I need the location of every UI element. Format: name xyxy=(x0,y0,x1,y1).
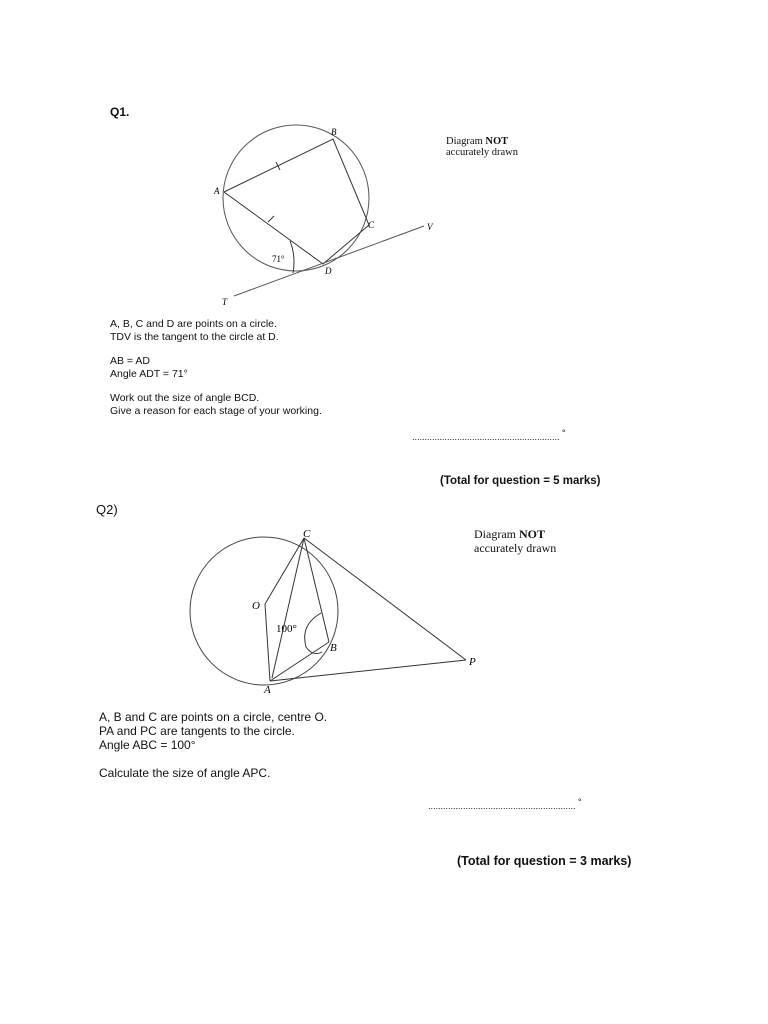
q1-note-bold: NOT xyxy=(485,136,509,147)
q1-label: Q1. xyxy=(110,105,130,119)
q2-point-a: A xyxy=(264,684,271,696)
q1-quadrilateral xyxy=(224,139,369,264)
q1-line-5: Work out the size of angle BCD. xyxy=(110,392,260,404)
q2-circle xyxy=(190,537,338,685)
q2-angle-arc xyxy=(305,613,322,654)
q2-angle-label: 100° xyxy=(276,623,297,635)
q2-note-line2: accurately drawn xyxy=(474,541,557,555)
q2-chord-ca xyxy=(272,538,304,678)
q1-line-1: A, B, C and D are points on a circle. xyxy=(110,318,277,330)
q2-point-b: B xyxy=(330,642,337,654)
q1-point-d: D xyxy=(325,266,332,276)
q2-label: Q2) xyxy=(96,502,118,517)
q2-answer-line[interactable] xyxy=(428,797,582,811)
q1-point-b: B xyxy=(331,127,337,137)
q1-line-3: AB = AD xyxy=(110,355,150,367)
q1-line-6: Give a reason for each stage of your working. xyxy=(110,404,322,417)
q2-question-text xyxy=(99,710,327,780)
q1-answer-line[interactable] xyxy=(412,428,566,442)
q1-line-4: Angle ADT = 71° xyxy=(110,367,188,380)
q1-tick-ad xyxy=(268,216,274,222)
q2-point-c: C xyxy=(303,528,311,540)
q2-radius-oa xyxy=(265,604,270,681)
q2-answer-unit: ° xyxy=(578,797,582,807)
q1-tangent-line xyxy=(234,226,424,296)
q2-total: (Total for question = 3 marks) xyxy=(457,854,632,868)
q2-point-o: O xyxy=(252,600,260,612)
q2-note-bold: NOT xyxy=(518,527,545,541)
q1-note-line2: accurately drawn xyxy=(446,147,518,158)
q1-angle-label: 71° xyxy=(272,254,285,264)
q2-line-4: Calculate the size of angle APC. xyxy=(99,766,271,780)
q1-point-a: A xyxy=(214,186,220,196)
q2-note-text: Diagram xyxy=(474,527,519,541)
q1-circle xyxy=(223,125,369,271)
q2-diagram-note xyxy=(474,527,556,555)
q1-angle-arc xyxy=(290,241,294,273)
q2-point-p: P xyxy=(469,656,476,668)
q2-line-3: Angle ABC = 100° xyxy=(99,738,196,752)
q1-line-2: TDV is the tangent to the circle at D. xyxy=(110,330,279,343)
q1-point-v: V xyxy=(427,222,433,232)
q1-question-text xyxy=(110,318,322,417)
q1-answer-unit: ° xyxy=(562,428,566,438)
q1-point-c: C xyxy=(368,220,375,230)
q1-point-t: T xyxy=(222,297,228,307)
q2-radius-oc xyxy=(265,538,304,604)
q1-answer-dots: ........................................................... xyxy=(412,432,560,442)
q2-line-1: A, B and C are points on a circle, centre O. xyxy=(99,710,328,724)
q2-line-2: PA and PC are tangents to the circle. xyxy=(99,724,295,738)
q1-diagram-note xyxy=(446,136,518,158)
q2-answer-dots: ........................................................... xyxy=(428,801,576,811)
q2-tangent-pa xyxy=(270,660,466,681)
q1-total: (Total for question = 5 marks) xyxy=(440,475,601,487)
q1-note-text: Diagram xyxy=(446,136,486,147)
q2-tangent-pc xyxy=(304,538,466,660)
